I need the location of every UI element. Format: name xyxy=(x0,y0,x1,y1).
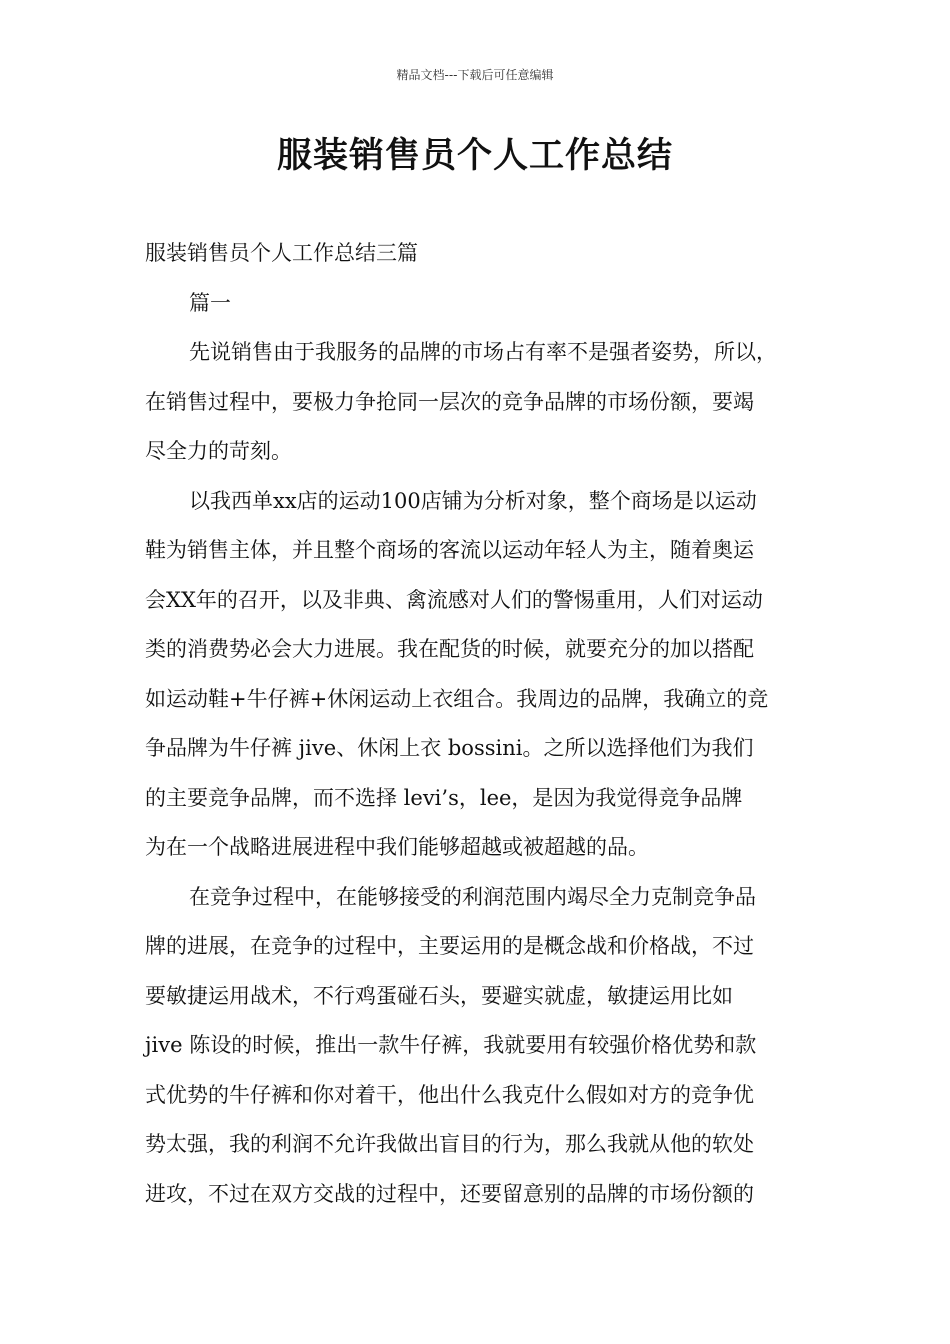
paragraph-line: 在竞争过程中，在能够接受的利润范围内竭尽全力克制竞争品 xyxy=(189,884,756,909)
header-note: 精品文档---下载后可任意编辑 xyxy=(396,68,554,82)
paragraph-line: 尽全力的苛刻。 xyxy=(145,439,292,463)
paragraph-line: jive 陈设的时候，推出一款牛仔裤，我就要用有较强价格优势和款 xyxy=(145,1033,757,1057)
paragraph-2 xyxy=(145,477,810,873)
document-title: 服装销售员个人工作总结 xyxy=(276,136,673,176)
paragraph-line: 的主要竞争品牌，而不选择 levi’s，lee，是因为我觉得竞争品牌 xyxy=(145,785,743,810)
paragraph-line: 争品牌为牛仔裤 jive、休闲上衣 bossini。之所以选择他们为我们 xyxy=(145,736,754,760)
paragraph-line: 式优势的牛仔裤和你对着干，他出什么我克什么假如对方的竞争优 xyxy=(145,1082,754,1107)
paragraph-line: 要敏捷运用战术，不行鸡蛋碰石头，要避实就虚，敏捷运用比如 xyxy=(145,983,733,1008)
paragraph-line: 在销售过程中，要极力争抢同一层次的竞争品牌的市场份额，要竭 xyxy=(145,389,754,414)
section-heading: 篇一 xyxy=(189,290,231,315)
paragraph-line: 进攻，不过在双方交战的过程中，还要留意别的品牌的市场份额的 xyxy=(145,1181,754,1206)
paragraph-line: 会XX年的召开，以及非典、禽流感对人们的警惕重用，人们对运动 xyxy=(145,587,763,612)
paragraph-3 xyxy=(145,873,810,1220)
subtitle: 服装销售员个人工作总结三篇 xyxy=(145,241,418,265)
paragraph-line: 如运动鞋+牛仔裤+休闲运动上衣组合。我周边的品牌，我确立的竞 xyxy=(145,686,769,711)
paragraph-line: 鞋为销售主体，并且整个商场的客流以运动年轻人为主，随着奥运 xyxy=(145,538,754,562)
paragraph-line: 为在一个战略进展进程中我们能够超越或被超越的品。 xyxy=(145,835,649,859)
document-body xyxy=(145,229,810,1219)
paragraph-line: 先说销售由于我服务的品牌的市场占有率不是强者姿势，所以， xyxy=(189,340,777,364)
paragraph-line: 以我西单xx店的运动100店铺为分析对象，整个商场是以运动 xyxy=(189,488,757,513)
paragraph-line: 类的消费势必会大力进展。我在配货的时候，就要充分的加以搭配 xyxy=(145,637,754,661)
paragraph-line: 牌的进展，在竞争的过程中，主要运用的是概念战和价格战，不过 xyxy=(145,934,754,958)
paragraph-line: 势太强，我的利润不允许我做出盲目的行为，那么我就从他的软处 xyxy=(145,1132,754,1156)
paragraph-1 xyxy=(145,328,810,477)
